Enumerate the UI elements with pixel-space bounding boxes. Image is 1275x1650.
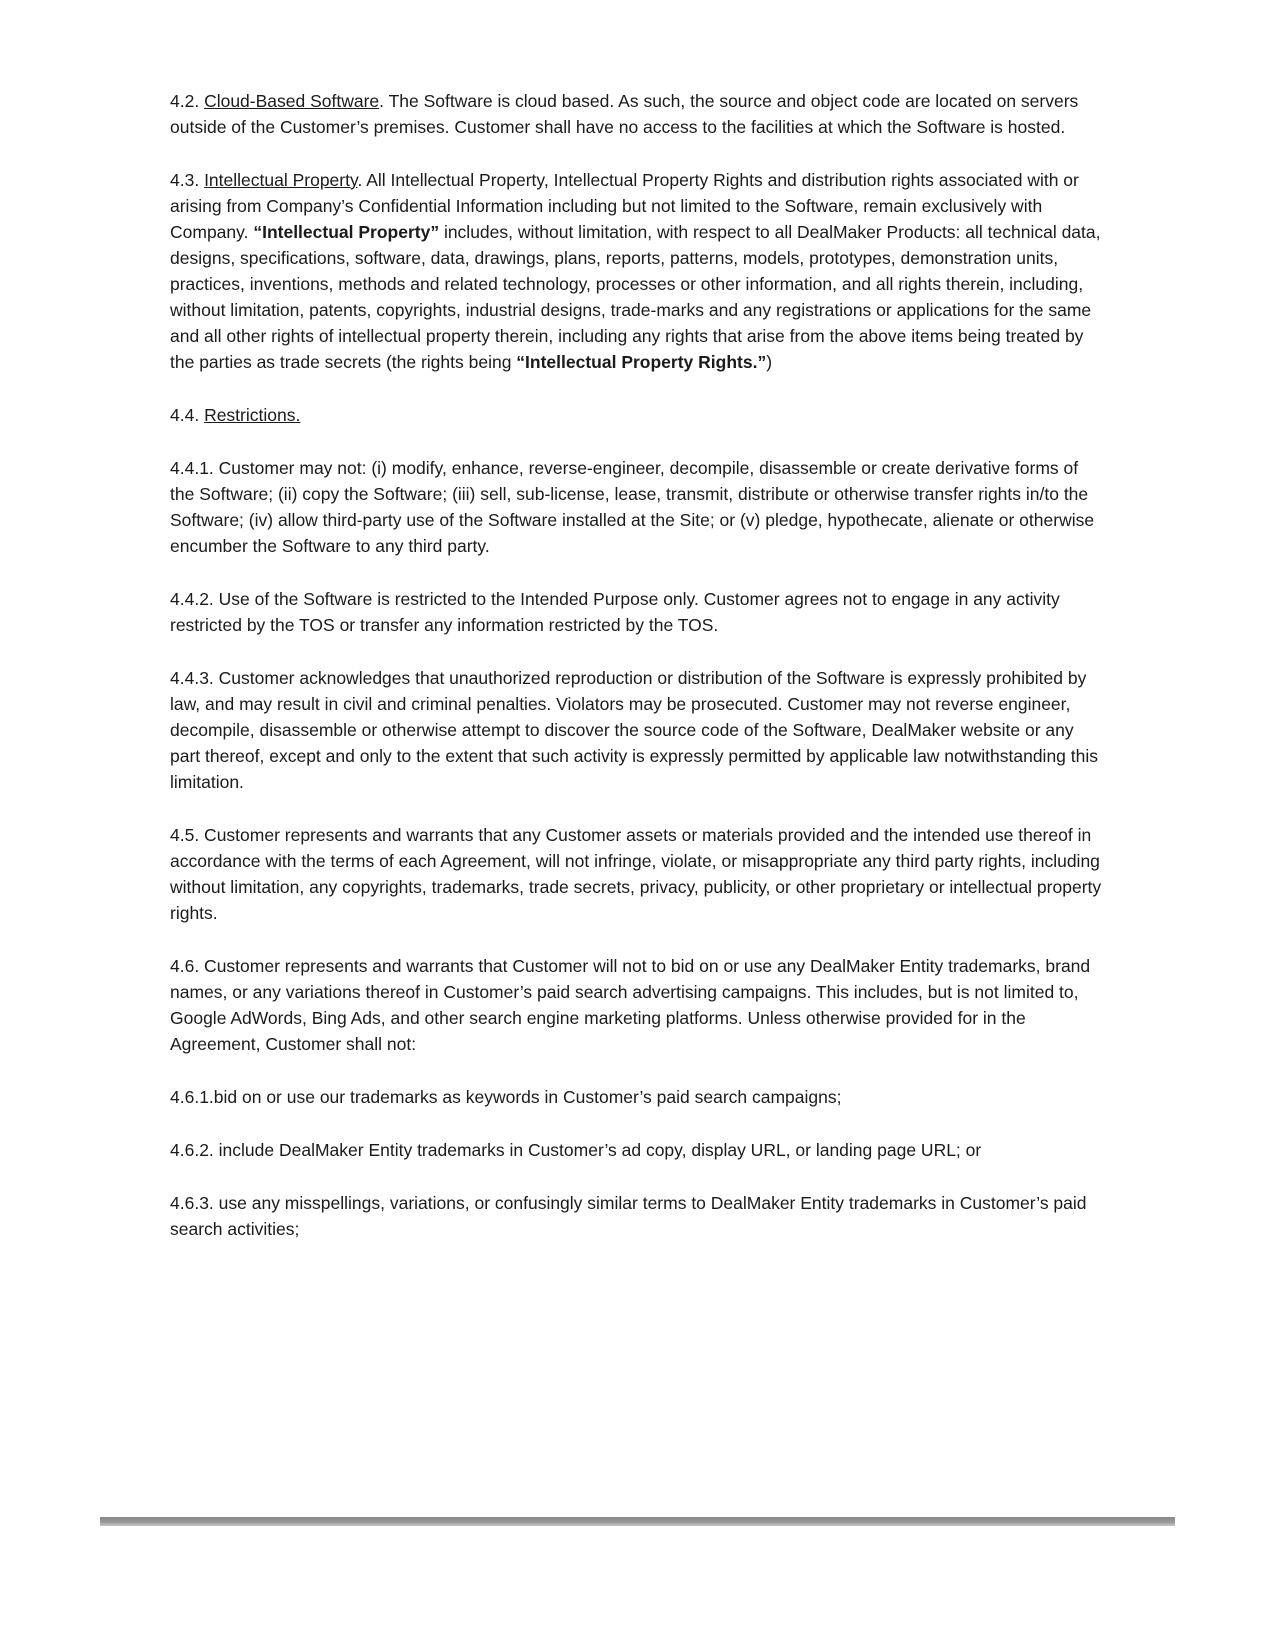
paragraph-text: 4.6.1.bid on or use our trademarks as keywords in Customer’s paid search campaigns; (170, 1087, 842, 1107)
document-content (170, 88, 1107, 1269)
paragraph-text: ) (766, 352, 773, 372)
section-4-4-1 (170, 455, 1107, 559)
defined-term: “Intellectual Property Rights.” (516, 352, 767, 372)
section-4-4-3 (170, 665, 1107, 795)
section-title: Intellectual Property (204, 170, 358, 190)
section-number: 4.2. (170, 91, 205, 111)
section-4-5 (170, 822, 1107, 926)
section-4-6-2 (170, 1137, 1107, 1163)
section-number: 4.4. (170, 405, 205, 425)
section-4-4-2 (170, 586, 1107, 638)
section-4-6 (170, 953, 1107, 1057)
paragraph-text: includes, without limitation, with respect to all DealMaker Products: all technical data, designs, specifications, software, data, drawings, plans, reports, patterns, models, prototypes, demonstration units, practices, inventions, methods and related technology, processes or other information, and all rights therein, including, without limitation, patents, copyrights, industrial designs, trade-marks and any registrations or applications for the same and all other rights of intellectual property therein, including any rights that arise from the above items being treated by the parties as trade secrets (the rights being (170, 222, 1101, 372)
section-title: Restrictions. (204, 405, 301, 425)
section-4-4 (170, 402, 1107, 428)
defined-term: “Intellectual Property” (253, 222, 440, 242)
paragraph-text: . The Software is cloud based. As such, the source and object code are located on servers outside of the Customer’s premises. Customer shall have no access to the facilities at which the Software is hosted. (170, 91, 1079, 137)
section-number: 4.3. (170, 170, 205, 190)
paragraph-text: 4.4.2. Use of the Software is restricted to the Intended Purpose only. Customer agrees not to engage in any activity restricted by the TOS or transfer any information restricted by the TOS. (170, 589, 1060, 635)
section-title: Cloud-Based Software (204, 91, 380, 111)
section-4-6-1 (170, 1084, 1107, 1110)
section-4-2 (170, 88, 1107, 140)
footer-divider (100, 1517, 1175, 1526)
paragraph-text: 4.6. Customer represents and warrants that Customer will not to bid on or use any DealMaker Entity trademarks, brand names, or any variations thereof in Customer’s paid search advertising campaigns. This includes, but is not limited to, Google AdWords, Bing Ads, and other search engine marketing platforms. Unless otherwise provided for in the Agreement, Customer shall not: (170, 956, 1091, 1054)
section-4-3 (170, 167, 1107, 375)
paragraph-text: 4.6.3. use any misspellings, variations, or confusingly similar terms to DealMaker Entity trademarks in Customer’s paid search activities; (170, 1193, 1087, 1239)
paragraph-text: 4.4.1. Customer may not: (i) modify, enhance, reverse-engineer, decompile, disassemble or create derivative forms of the Software; (ii) copy the Software; (iii) sell, sub-license, lease, transmit, distribute or otherwise transfer rights in/to the Software; (iv) allow third-party use of the Software installed at the Site; or (v) pledge, hypothecate, alienate or otherwise encumber the Software to any third party. (170, 458, 1095, 556)
paragraph-text: 4.5. Customer represents and warrants that any Customer assets or materials provided and the intended use thereof in accordance with the terms of each Agreement, will not infringe, violate, or misappropriate any third party rights, including without limitation, any copyrights, trademarks, trade secrets, privacy, publicity, or other proprietary or intellectual property rights. (170, 825, 1102, 923)
paragraph-text: . All Intellectual Property, Intellectual Property Rights and distribution rights associated with or arising from Company’s Confidential Information including but not limited to the Software, remain exclusively with Company. (170, 170, 1079, 242)
paragraph-text: 4.6.2. include DealMaker Entity trademarks in Customer’s ad copy, display URL, or landing page URL; or (170, 1140, 982, 1160)
paragraph-text: 4.4.3. Customer acknowledges that unauthorized reproduction or distribution of the Software is expressly prohibited by law, and may result in civil and criminal penalties. Violators may be prosecuted. Customer may not reverse engineer, decompile, disassemble or otherwise attempt to discover the source code of the Software, DealMaker website or any part thereof, except and only to the extent that such activity is expressly permitted by applicable law notwithstanding this limitation. (170, 668, 1099, 792)
section-4-6-3 (170, 1190, 1107, 1242)
